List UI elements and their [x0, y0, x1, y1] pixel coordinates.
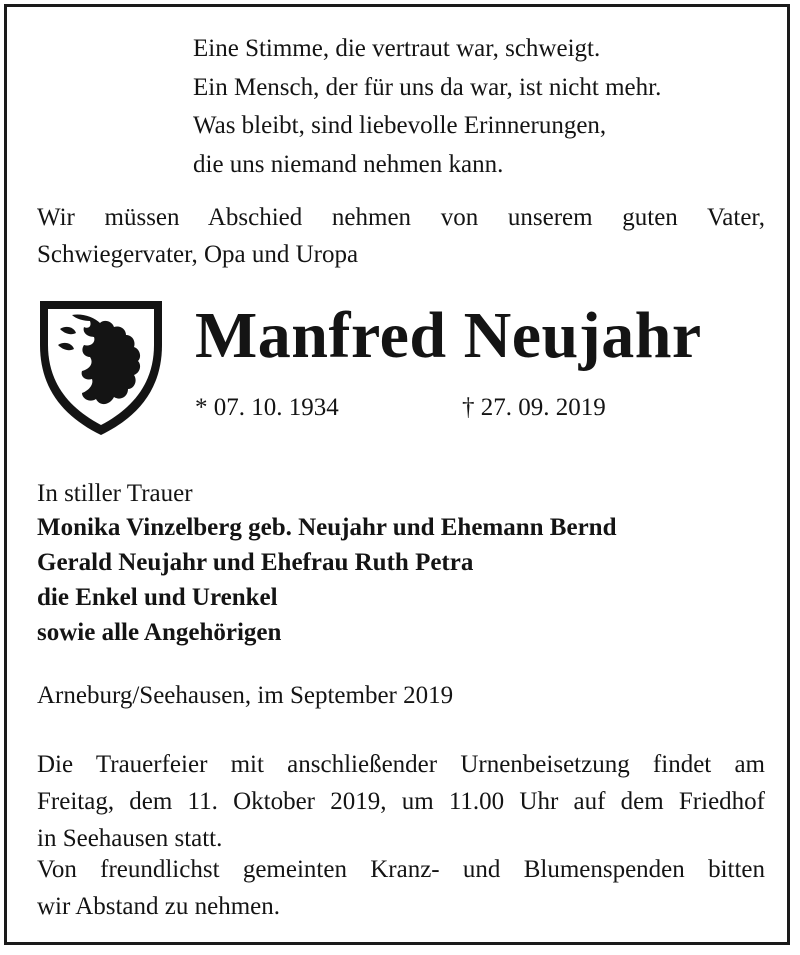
mourner-line: die Enkel und Urenkel [37, 584, 278, 611]
poem-line: die uns niemand nehmen kann. [193, 150, 504, 178]
funeral-info-line: in Seehausen statt. [37, 825, 223, 852]
mourner-line: sowie alle Angehörigen [37, 619, 282, 646]
mourner-line: Gerald Neujahr und Ehefrau Ruth Petra [37, 549, 474, 576]
intro-line: Wir müssen Abschied nehmen von unserem guten Vater, [37, 204, 765, 231]
intro-line: Schwiegervater, Opa und Uropa [37, 241, 359, 268]
death-date: † 27. 09. 2019 [462, 394, 606, 421]
mourner-line: Monika Vinzelberg geb. Neujahr und Ehemann Bernd [37, 514, 617, 541]
coat-of-arms-shield-icon [38, 299, 164, 437]
poem [193, 30, 661, 184]
poem-line: Ein Mensch, der für uns da war, ist nicht mehr. [193, 73, 662, 101]
funeral-info-line: Freitag, dem 11. Oktober 2019, um 11.00 Uhr auf dem Friedhof [37, 788, 765, 815]
funeral-info-line: wir Abstand zu nehmen. [37, 893, 281, 920]
mourning-label: In stiller Trauer [37, 480, 193, 507]
poem-line: Was bleibt, sind liebevolle Erinnerungen, [193, 112, 607, 139]
poem-line: Eine Stimme, die vertraut war, schweigt. [193, 35, 601, 62]
birth-date: * 07. 10. 1934 [195, 394, 339, 421]
funeral-info-line: Von freundlichst gemeinten Kranz- und Blumenspenden bitten [37, 856, 765, 883]
funeral-info-line: Die Trauerfeier mit anschließender Urnenbeisetzung findet am [37, 751, 765, 778]
place-and-date: Arneburg/Seehausen, im September 2019 [37, 682, 454, 709]
deceased-name: Manfred Neujahr [195, 299, 702, 372]
